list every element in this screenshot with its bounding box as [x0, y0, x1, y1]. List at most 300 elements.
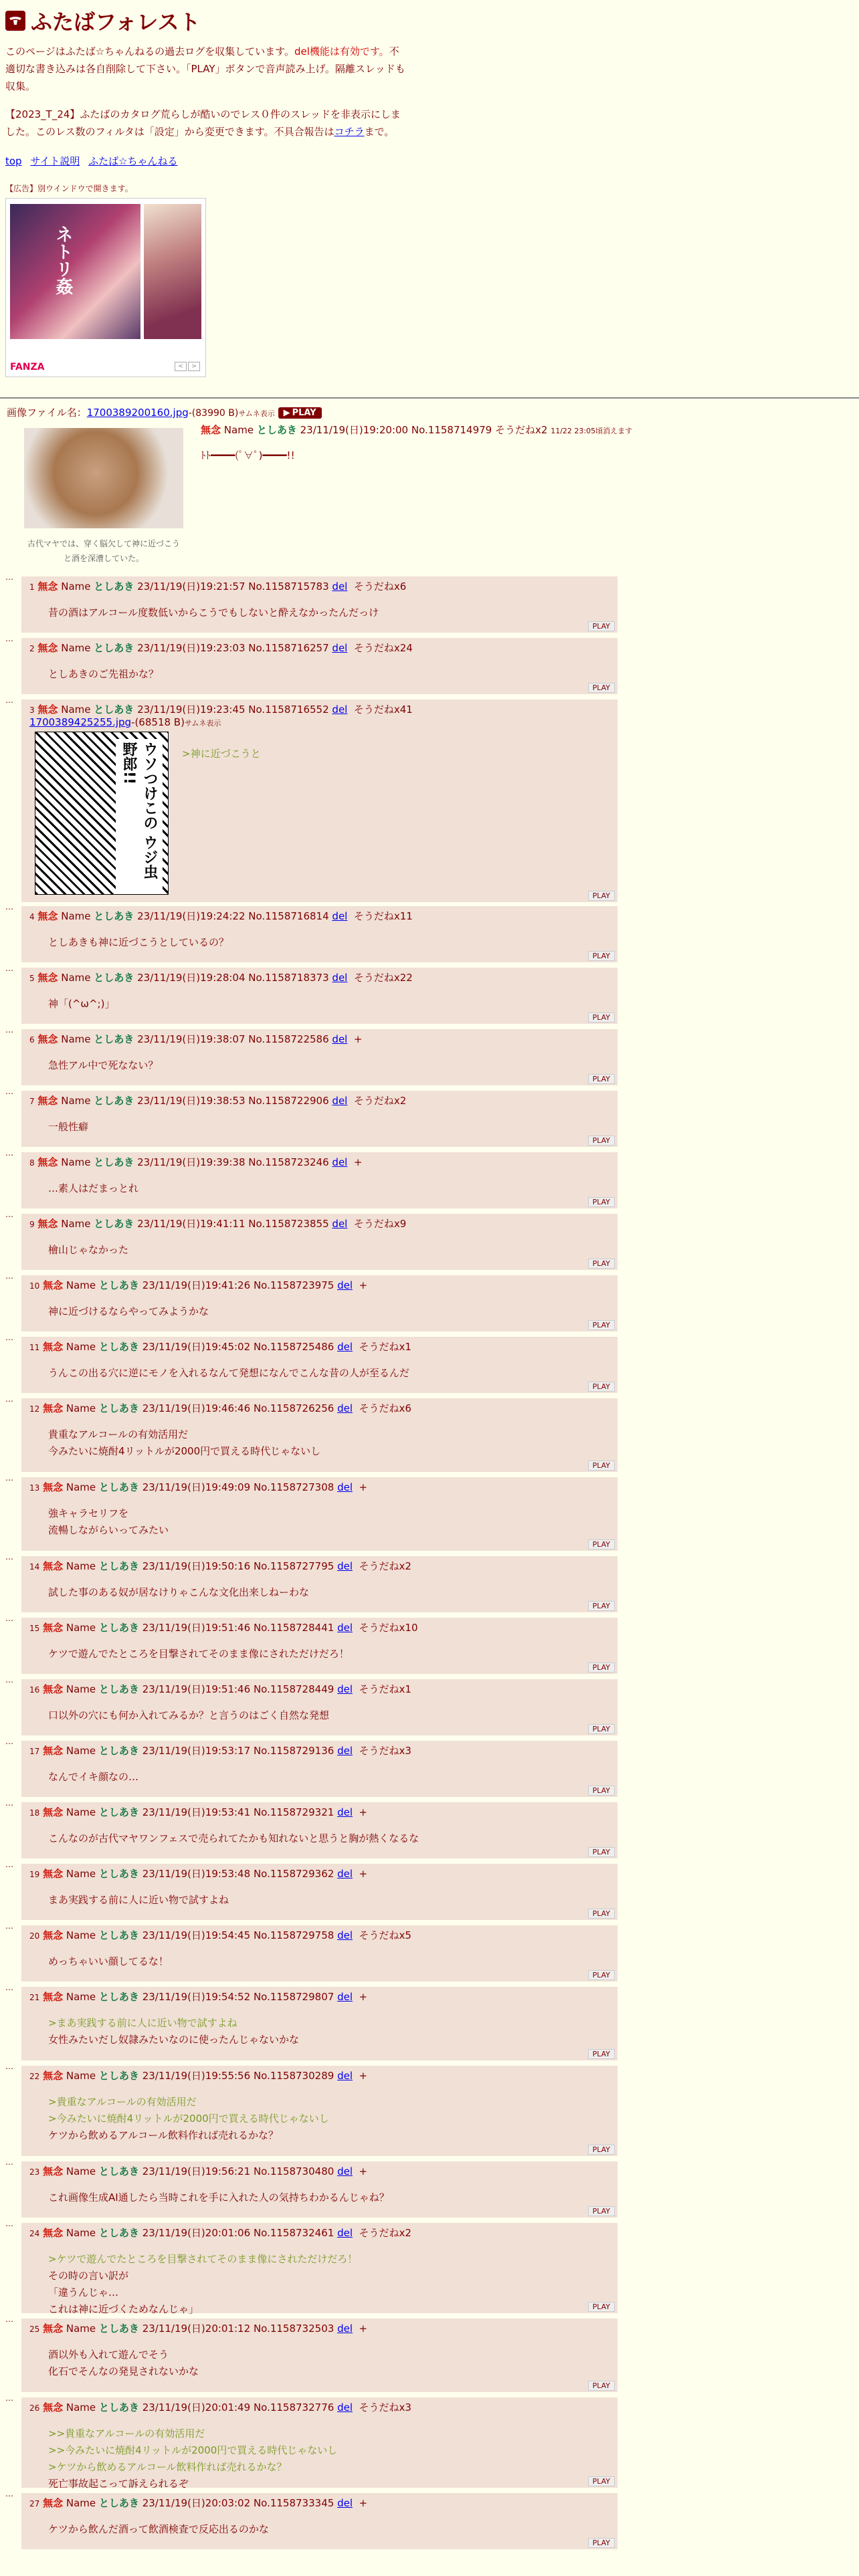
reply-no[interactable]: No.1158727308: [253, 1481, 335, 1493]
reply-subject: 無念: [37, 1095, 58, 1107]
del-link[interactable]: del: [337, 1745, 353, 1757]
reply-name: としあき: [98, 1481, 139, 1493]
reply-name: としあき: [94, 972, 134, 984]
reply-header: [29, 1216, 406, 1230]
sodane-button[interactable]: +: [359, 2070, 368, 2082]
reply-dots: …: [5, 1087, 13, 1096]
reply-play-button[interactable]: PLAY: [588, 1539, 615, 1549]
sodane-button[interactable]: そうだねx3: [359, 2401, 411, 2413]
reply-name-label: Name: [66, 2070, 96, 2082]
reply-date: 23/11/19(日)19:38:07: [137, 1033, 246, 1045]
reply-name-label: Name: [66, 1402, 96, 1414]
reply-date: 23/11/19(日)19:50:16: [142, 1560, 251, 1572]
sodane-button[interactable]: そうだねx5: [359, 1929, 411, 1941]
reply-post: [21, 1987, 617, 2060]
reply-play-button[interactable]: PLAY: [588, 1970, 615, 1980]
del-link[interactable]: del: [337, 1683, 353, 1695]
reply-play-button[interactable]: PLAY: [588, 2206, 615, 2216]
reply-header: [29, 1620, 418, 1634]
sodane-button[interactable]: +: [359, 1481, 368, 1493]
reply-header: [29, 1032, 362, 1046]
reply-play-button[interactable]: PLAY: [588, 2145, 615, 2155]
nav-top[interactable]: top: [5, 155, 22, 167]
reply-no[interactable]: No.1158732503: [253, 2323, 335, 2335]
reply-subject: 無念: [43, 1991, 64, 2003]
reply-no[interactable]: No.1158729136: [253, 1745, 335, 1757]
op-no[interactable]: No.1158714979: [411, 424, 492, 436]
op-play-button[interactable]: [278, 407, 322, 419]
reply-post: [21, 1679, 617, 1735]
sodane-button[interactable]: そうだねx24: [353, 642, 413, 654]
reply-line: 「違うんじゃ…: [48, 2286, 119, 2298]
sodane-button[interactable]: そうだねx1: [359, 1683, 411, 1695]
reply-no[interactable]: No.1158732776: [253, 2401, 335, 2413]
reply-date: 23/11/19(日)19:39:38: [137, 1156, 246, 1168]
del-link[interactable]: del: [337, 2323, 353, 2335]
reply-play-button[interactable]: PLAY: [588, 1074, 615, 1084]
sodane-button[interactable]: +: [353, 1033, 363, 1045]
ad-title: ネトリ姦: [53, 225, 73, 295]
reply-line: まあ実践する前に人に近い物で試すよね: [48, 1894, 229, 1906]
del-link[interactable]: del: [337, 2070, 353, 2082]
del-link[interactable]: del: [337, 2401, 353, 2413]
del-link[interactable]: del: [337, 2227, 353, 2239]
del-link[interactable]: del: [332, 704, 348, 716]
reply-no[interactable]: No.1158726256: [253, 1402, 335, 1414]
reply-play-button[interactable]: PLAY: [588, 2538, 615, 2548]
reply-no[interactable]: No.1158730480: [253, 2165, 335, 2177]
reply-subject: 無念: [43, 1929, 64, 1941]
sodane-button[interactable]: +: [359, 1806, 368, 1818]
reply-no[interactable]: No.1158718373: [248, 972, 329, 984]
reply-line: 一般性癖: [48, 1121, 89, 1133]
sodane-button[interactable]: そうだねx22: [353, 972, 413, 984]
del-link[interactable]: del: [337, 1560, 353, 1572]
ad-arrows: [175, 362, 200, 371]
thumb-label: サムネ表示: [238, 409, 275, 418]
reply-no[interactable]: No.1158729362: [253, 1868, 335, 1880]
reply-file-link[interactable]: 1700389425255.jpg: [29, 716, 132, 728]
reply-name-label: Name: [66, 1683, 96, 1695]
reply-post: [21, 1398, 617, 1472]
reply-body: [48, 1769, 138, 1786]
comic-text: ウソつけこの ウジ虫野郎!!: [116, 739, 163, 894]
reply-play-button[interactable]: PLAY: [588, 1197, 615, 1207]
reply-date: 23/11/19(日)19:23:45: [137, 704, 246, 716]
del-link[interactable]: del: [332, 972, 348, 984]
reply-post: [21, 1152, 617, 1208]
reply-body: [48, 1119, 88, 1136]
reply-name: としあき: [98, 1622, 139, 1634]
reply-no[interactable]: No.1158716814: [248, 910, 329, 922]
reply-no[interactable]: No.1158730289: [253, 2070, 335, 2082]
reply-dots: …: [5, 2157, 13, 2167]
reply-line: 流暢しながらいってみたい: [48, 1524, 169, 1536]
reply-play-button[interactable]: PLAY: [588, 1909, 615, 1919]
reply-number: 13: [29, 1483, 40, 1493]
sodane-button[interactable]: +: [359, 1868, 368, 1880]
sodane-button[interactable]: そうだねx1: [359, 1341, 411, 1353]
reply-play-button[interactable]: PLAY: [588, 951, 615, 961]
reply-body: [48, 996, 114, 1012]
del-link[interactable]: del: [332, 910, 348, 922]
reply-post: [21, 1925, 617, 1981]
reply-number: 14: [29, 1562, 40, 1572]
reply-dots: …: [5, 2393, 13, 2403]
reply-date: 23/11/19(日)19:54:45: [142, 1929, 251, 1941]
reply-post: [21, 2493, 617, 2549]
reply-date: 23/11/19(日)19:23:03: [137, 642, 246, 654]
reply-dots: …: [5, 964, 13, 973]
reply-subject: 無念: [43, 1868, 64, 1880]
del-link[interactable]: del: [332, 1156, 348, 1168]
reply-name-label: Name: [66, 2227, 96, 2239]
del-link[interactable]: del: [337, 1929, 353, 1941]
reply-number: 26: [29, 2403, 40, 2413]
op-sodane[interactable]: そうだねx2: [495, 424, 548, 436]
reply-name: としあき: [94, 1156, 134, 1168]
reply-no[interactable]: No.1158716257: [248, 642, 329, 654]
reply-body: [48, 1242, 128, 1259]
reply-play-button[interactable]: PLAY: [588, 1662, 615, 1673]
reply-line: めっちゃいい顔してるな！: [48, 1955, 169, 1967]
op-file-link[interactable]: 1700389200160.jpg: [86, 407, 189, 419]
reply-name: としあき: [94, 704, 134, 716]
reply-play-button[interactable]: PLAY: [588, 1847, 615, 1857]
del-link[interactable]: del: [332, 1095, 348, 1107]
reply-line: としあきのご先祖かな？: [48, 668, 159, 680]
reply-header: [29, 1928, 411, 1942]
del-link[interactable]: del: [332, 1218, 348, 1230]
reply-subject: 無念: [37, 704, 58, 716]
reply-body: [48, 2521, 269, 2538]
del-link[interactable]: del: [337, 1279, 353, 1291]
reply-name-label: Name: [61, 1156, 91, 1168]
reply-number: 7: [29, 1097, 35, 1106]
reply-body: [48, 1365, 409, 1382]
site-logo-icon[interactable]: [5, 11, 25, 31]
reply-subject: 無念: [43, 1402, 64, 1414]
reply-name: としあき: [98, 1991, 139, 2003]
reply-no[interactable]: No.1158723975: [253, 1279, 335, 1291]
sodane-button[interactable]: +: [359, 2497, 368, 2509]
sodane-button[interactable]: +: [359, 2165, 368, 2177]
reply-subject: 無念: [43, 1481, 64, 1493]
sodane-button[interactable]: そうだねx6: [353, 580, 407, 593]
reply-line: ケツから飲めるアルコール飲料作れば売れるかな？: [48, 2129, 278, 2141]
reply-no[interactable]: No.1158733345: [253, 2497, 335, 2509]
reply-subject: 無念: [43, 2070, 64, 2082]
reply-name-label: Name: [66, 1991, 96, 2003]
reply-post: [21, 906, 617, 962]
del-link[interactable]: del: [337, 2165, 353, 2177]
ad-prev-icon[interactable]: <: [175, 362, 187, 371]
reply-line: 今みたいに焼酎4リットルが2000円で買える時代じゃないし: [48, 1445, 321, 1457]
reply-header: [29, 2068, 367, 2082]
reply-post: [21, 1275, 617, 1331]
reply-number: 12: [29, 1404, 40, 1414]
reply-no[interactable]: No.1158715783: [248, 580, 329, 593]
reply-play-button[interactable]: PLAY: [588, 1259, 615, 1269]
reply-dots: …: [5, 695, 13, 705]
sodane-button[interactable]: +: [359, 2323, 368, 2335]
nav-about[interactable]: サイト説明: [30, 155, 80, 167]
reply-no[interactable]: No.1158729807: [253, 1991, 335, 2003]
reply-subject: 無念: [43, 1622, 64, 1634]
reply-no[interactable]: No.1158729321: [253, 1806, 335, 1818]
reply-dots: …: [5, 1983, 13, 1992]
op-file-line: [7, 405, 852, 419]
reply-subject: 無念: [37, 910, 58, 922]
del-link[interactable]: del: [337, 1481, 353, 1493]
reply-play-button[interactable]: PLAY: [588, 1461, 615, 1471]
reply-line: 強キャラセリフを: [48, 1507, 129, 1519]
reply-play-button[interactable]: PLAY: [588, 2381, 615, 2391]
reply-play-button[interactable]: PLAY: [588, 1601, 615, 1611]
site-title: [5, 5, 854, 36]
reply-date: 23/11/19(日)19:24:22: [137, 910, 246, 922]
sodane-button[interactable]: そうだねx11: [353, 910, 413, 922]
reply-play-button[interactable]: PLAY: [588, 1136, 615, 1146]
sodane-button[interactable]: そうだねx2: [359, 1560, 411, 1572]
notice-link[interactable]: コチラ: [334, 126, 365, 138]
op-file-size: -(83990 B): [188, 408, 239, 419]
reply-header: [29, 2321, 367, 2335]
reply-subject: 無念: [43, 1341, 64, 1353]
reply-image[interactable]: [35, 732, 169, 895]
reply-play-button[interactable]: PLAY: [588, 621, 615, 631]
reply-header: [29, 702, 413, 728]
del-link[interactable]: del: [337, 1868, 353, 1880]
reply-no[interactable]: No.1158723855: [248, 1218, 329, 1230]
reply-subject: 無念: [37, 580, 58, 593]
reply-no[interactable]: No.1158729758: [253, 1929, 335, 1941]
reply-post: [21, 1864, 617, 1920]
reply-name-label: Name: [66, 1560, 96, 1572]
reply-line: としあきも神に近づこうとしているの？: [48, 936, 229, 948]
sodane-button[interactable]: そうだねx10: [359, 1622, 418, 1634]
reply-name-label: Name: [61, 704, 91, 716]
reply-name-label: Name: [66, 1481, 96, 1493]
reply-body: [48, 1057, 158, 1074]
reply-body: [48, 1505, 169, 1539]
reply-name: としあき: [98, 1341, 139, 1353]
reply-date: 23/11/19(日)19:21:57: [137, 580, 246, 593]
reply-body: [48, 2094, 329, 2144]
del-link[interactable]: del: [337, 1622, 353, 1634]
reply-body: [48, 2189, 389, 2206]
reply-number: 18: [29, 1808, 40, 1818]
reply-name: としあき: [94, 1033, 134, 1045]
reply-line: 女性みたいだし奴隷みたいなのに使ったんじゃないかな: [48, 2034, 300, 2046]
reply-post: [21, 2161, 617, 2218]
reply-no[interactable]: No.1158728441: [253, 1622, 335, 1634]
reply-header: [29, 1155, 362, 1169]
reply-line: ケツで遊んでたところを目撃されてそのまま像にされただけだろ！: [48, 1648, 349, 1660]
op-subject: 無念: [201, 424, 221, 436]
reply-post: [21, 1477, 617, 1551]
reply-subject: 無念: [43, 1279, 64, 1291]
reply-post: [21, 576, 617, 633]
reply-quote: >貴重なアルコールの有効活用だ: [48, 2096, 197, 2108]
reply-play-button[interactable]: PLAY: [588, 1786, 615, 1796]
reply-name: としあき: [98, 2227, 139, 2239]
reply-number: 2: [29, 644, 35, 653]
reply-play-button[interactable]: PLAY: [588, 683, 615, 693]
reply-body: [48, 2251, 357, 2318]
op-name: としあき: [256, 424, 297, 436]
ad-next-icon[interactable]: >: [188, 362, 200, 371]
reply-header: [29, 1682, 411, 1696]
reply-line: 神に近づけるならやってみようかな: [48, 1305, 209, 1317]
op-image-caption: 古代マヤでは、穿く脳欠して神に近づこうと酒を深漕していた。: [27, 539, 180, 563]
reply-name-label: Name: [66, 1745, 96, 1757]
reply-post: [21, 2223, 617, 2313]
del-link[interactable]: del: [337, 1806, 353, 1818]
reply-line: 貴重なアルコールの有効活用だ: [48, 1428, 189, 1440]
reply-date: 23/11/19(日)20:01:06: [142, 2227, 251, 2239]
reply-play-button[interactable]: PLAY: [588, 2302, 615, 2312]
notice-text: 【2023_T_24】ふたばのカタログ荒らしが酷いのでレス０件のスレッドを非表示にしました。このレス数のフィルタは「設定」から変更できます。不具合報告は: [5, 108, 401, 138]
del-link[interactable]: del: [337, 2497, 353, 2509]
reply-line: 昔の酒はアルコール度数低いからこうでもしないと酔えなかったんだっけ: [48, 607, 379, 619]
reply-name: としあき: [98, 1745, 139, 1757]
reply-header: [29, 2496, 367, 2510]
ad-banner[interactable]: [5, 198, 206, 377]
sodane-button[interactable]: +: [359, 1279, 368, 1291]
reply-post: [21, 1029, 617, 1085]
reply-number: 6: [29, 1035, 35, 1045]
reply-header: [29, 1805, 367, 1819]
reply-no[interactable]: No.1158723246: [248, 1156, 329, 1168]
reply-body: [48, 1646, 349, 1662]
reply-quote: >まあ実践する前に人に近い物で試すよね: [48, 2017, 237, 2029]
reply-no[interactable]: No.1158722906: [248, 1095, 329, 1107]
reply-date: 23/11/19(日)20:03:02: [142, 2497, 251, 2509]
reply-dots: …: [5, 1614, 13, 1623]
reply-name: としあき: [98, 1806, 139, 1818]
reply-post: [21, 1802, 617, 1858]
reply-dots: …: [5, 1921, 13, 1931]
reply-subject: 無念: [37, 1156, 58, 1168]
op-image[interactable]: [24, 428, 183, 528]
reply-body: [48, 605, 379, 621]
reply-number: 5: [29, 974, 35, 983]
reply-body: [48, 666, 159, 683]
site-description: [5, 43, 407, 95]
reply-date: 23/11/19(日)19:41:26: [142, 1279, 251, 1291]
sodane-button[interactable]: そうだねx41: [353, 704, 413, 716]
play-icon: ▶: [283, 408, 290, 418]
reply-play-button[interactable]: PLAY: [588, 2049, 615, 2059]
reply-date: 23/11/19(日)19:53:41: [142, 1806, 251, 1818]
site-title-text: ふたばフォレスト: [31, 9, 201, 35]
reply-name: としあき: [98, 1279, 139, 1291]
thumb-label: サムネ表示: [184, 719, 221, 728]
reply-line: 口以外の穴にも何か入れてみるか？と言うのはごく自然な発想: [48, 1709, 330, 1721]
reply-no[interactable]: No.1158732461: [253, 2227, 335, 2239]
reply-header: [29, 579, 406, 593]
sodane-button[interactable]: そうだねx2: [353, 1095, 407, 1107]
ad-image-side[interactable]: [144, 204, 201, 339]
reply-body: [48, 1892, 229, 1909]
reply-subject: 無念: [37, 1033, 58, 1045]
reply-number: 23: [29, 2167, 40, 2177]
sodane-button[interactable]: そうだねx3: [359, 1745, 411, 1757]
reply-subject: 無念: [37, 642, 58, 654]
reply-play-button[interactable]: PLAY: [588, 1382, 615, 1392]
reply-play-button[interactable]: PLAY: [588, 2476, 615, 2486]
reply-name-label: Name: [66, 2497, 96, 2509]
reply-number: 3: [29, 706, 35, 715]
reply-no[interactable]: No.1158725486: [253, 1341, 335, 1353]
del-link[interactable]: del: [332, 642, 348, 654]
sodane-button[interactable]: そうだねx2: [359, 2227, 411, 2239]
reply-quote: >今みたいに焼酎4リットルが2000円で買える時代じゃないし: [48, 2113, 329, 2125]
sodane-button[interactable]: そうだねx9: [353, 1218, 407, 1230]
nav-links: [5, 154, 854, 168]
reply-body: [48, 1707, 329, 1724]
reply-dots: …: [5, 1333, 13, 1342]
reply-number: 25: [29, 2325, 40, 2334]
del-link[interactable]: del: [332, 1033, 348, 1045]
reply-play-button[interactable]: PLAY: [588, 1320, 615, 1330]
reply-line: ケツから飲んだ酒って飲酒検査で反応出るのかな: [48, 2523, 269, 2535]
reply-name: としあき: [98, 2497, 139, 2509]
reply-header: [29, 1743, 411, 1757]
reply-line: これ画像生成AI通したら当時これを手に入れた人の気持ちわかるんじゃね？: [48, 2191, 389, 2204]
reply-dots: …: [5, 2219, 13, 2228]
del-link[interactable]: del: [337, 1991, 353, 2003]
reply-header: [29, 1339, 411, 1354]
reply-name-label: Name: [66, 1622, 96, 1634]
reply-play-button[interactable]: PLAY: [588, 891, 615, 901]
reply-no[interactable]: No.1158722586: [248, 1033, 329, 1045]
nav-futaba[interactable]: ふたば☆ちゃんねる: [88, 155, 178, 167]
reply-date: 23/11/19(日)19:53:48: [142, 1868, 251, 1880]
description-text: このページはふたば☆ちゃんねるの過去ログを収集しています。: [5, 45, 294, 58]
reply-dots: …: [5, 1271, 13, 1281]
reply-header: [29, 1093, 406, 1107]
notice-text-end: まで。: [364, 126, 395, 138]
reply-no[interactable]: No.1158727795: [253, 1560, 335, 1572]
reply-play-button[interactable]: PLAY: [588, 1724, 615, 1734]
sodane-button[interactable]: そうだねx6: [359, 1402, 411, 1414]
play-label: PLAY: [292, 408, 316, 418]
reply-line: 死亡事故起こって訴えられるぞ: [48, 2478, 189, 2490]
reply-number: 21: [29, 1993, 40, 2002]
reply-number: 17: [29, 1747, 40, 1756]
reply-number: 22: [29, 2072, 40, 2081]
reply-no[interactable]: No.1158728449: [253, 1683, 335, 1695]
del-link[interactable]: del: [332, 580, 348, 593]
reply-date: 23/11/19(日)19:53:17: [142, 1745, 251, 1757]
reply-name: としあき: [94, 642, 134, 654]
del-link[interactable]: del: [337, 1402, 353, 1414]
reply-name: としあき: [98, 2323, 139, 2335]
sodane-button[interactable]: +: [359, 1991, 368, 2003]
reply-subject: 無念: [37, 972, 58, 984]
reply-post: [21, 1214, 617, 1270]
reply-name-label: Name: [66, 1929, 96, 1941]
reply-dots: …: [5, 1210, 13, 1219]
reply-number: 24: [29, 2229, 40, 2238]
reply-no[interactable]: No.1158716552: [248, 704, 329, 716]
reply-name: としあき: [98, 2401, 139, 2413]
del-link[interactable]: del: [337, 1341, 353, 1353]
sodane-button[interactable]: +: [353, 1156, 363, 1168]
reply-play-button[interactable]: PLAY: [588, 1012, 615, 1023]
